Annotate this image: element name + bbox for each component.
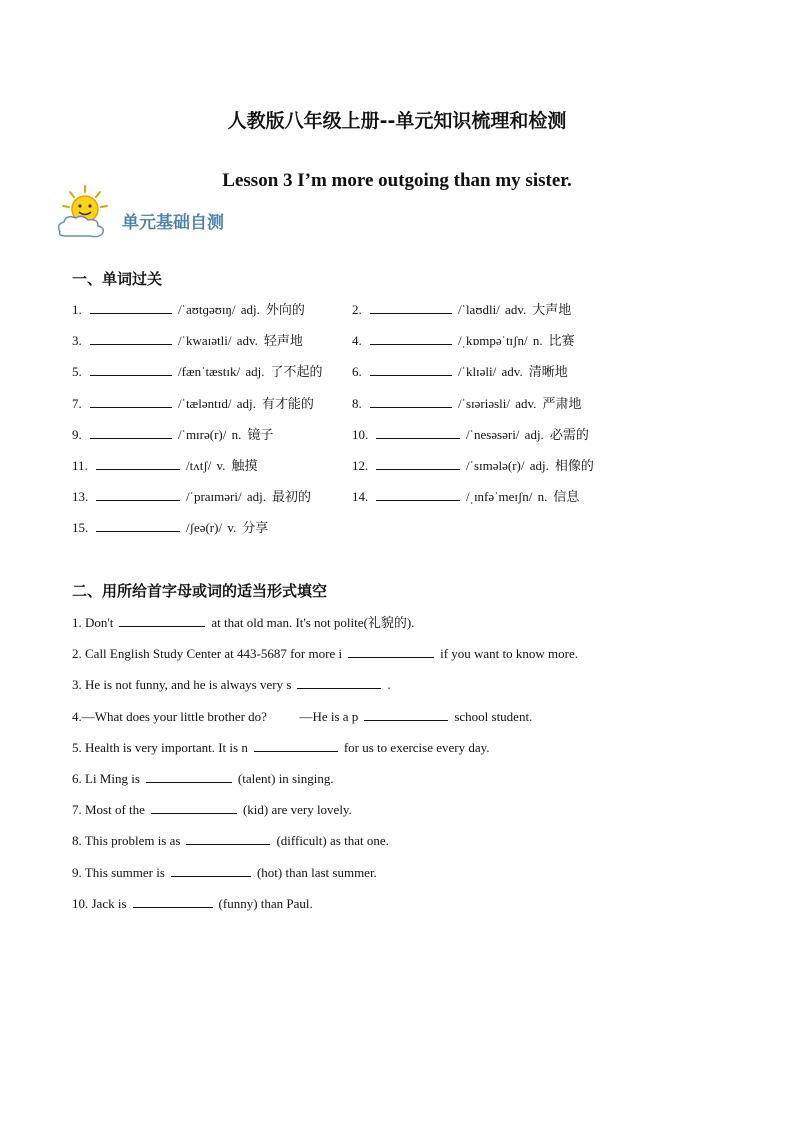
answer-blank[interactable] (133, 893, 213, 908)
sentence-before: 5. Health is very important. It is n (72, 739, 248, 755)
item-number: 13. (72, 489, 89, 505)
phonetic: /ˈtæləntɪd/ (178, 395, 232, 411)
vocab-item (72, 517, 268, 537)
answer-blank[interactable] (370, 393, 452, 408)
phonetic: /tʌtʃ/ (186, 458, 212, 473)
vocab-item (72, 299, 305, 319)
item-number: 4. (352, 333, 362, 349)
answer-blank[interactable] (90, 299, 172, 314)
phonetic: /ˈklɪəli/ (458, 364, 497, 380)
meaning: 信息 (553, 490, 580, 506)
vocab-item (352, 299, 571, 319)
vocab-item (352, 424, 589, 444)
vocab-item (352, 330, 575, 350)
answer-blank[interactable] (376, 486, 460, 501)
phonetic: /ˈnesəsəri/ (466, 426, 520, 442)
answer-blank[interactable] (90, 330, 172, 345)
sentence-before: 4.—What does your little brother do? —He is a p (72, 708, 359, 724)
phonetic: /ˈsɪmələ(r)/ (466, 458, 525, 473)
sentence-before: 8. This problem is as (72, 833, 181, 849)
phonetic: /fænˈtæstɪk/ (178, 364, 241, 380)
item-number: 9. (72, 426, 82, 442)
answer-blank[interactable] (376, 455, 460, 470)
page-title: 人教版八年级上册--单元知识梳理和检测 (227, 110, 567, 132)
meaning: 严肃地 (542, 396, 582, 412)
item-number: 1. (72, 302, 82, 317)
answer-blank[interactable] (348, 643, 434, 658)
section1-heading: 一、单词过关 (72, 270, 163, 288)
answer-blank[interactable] (146, 768, 232, 783)
part-of-speech: adj. (524, 426, 544, 442)
answer-blank[interactable] (376, 424, 460, 439)
part-of-speech: adv. (236, 333, 258, 349)
fill-blank-item (72, 768, 334, 788)
sentence-after: at that old man. It's not polite(礼貌的). (211, 615, 415, 630)
vocab-item (352, 455, 594, 475)
phonetic: /ˌkɒmpəˈtɪʃn/ (458, 333, 528, 349)
meaning: 相像的 (554, 459, 594, 474)
part-of-speech: v. (227, 520, 237, 536)
answer-blank[interactable] (96, 486, 180, 501)
answer-blank[interactable] (364, 706, 448, 721)
part-of-speech: adv. (501, 364, 523, 380)
part-of-speech: n. (537, 489, 548, 505)
answer-blank[interactable] (186, 830, 270, 845)
item-number: 8. (352, 395, 362, 411)
sentence-before: 10. Jack is (72, 895, 127, 911)
part-of-speech: adj. (529, 458, 549, 473)
sentence-after: for us to exercise every day. (343, 739, 490, 755)
lesson-title: Lesson 3 I’m more outgoing than my sister. (222, 170, 572, 191)
part-of-speech: adv. (505, 302, 527, 317)
vocab-item (352, 393, 581, 413)
sentence-after: (funny) than Paul. (218, 895, 313, 911)
meaning: 大声地 (532, 303, 572, 318)
answer-blank[interactable] (90, 424, 172, 439)
fill-blank-item (72, 799, 352, 819)
part-of-speech: adj. (236, 395, 256, 411)
phonetic: /ˈmɪrə(r)/ (178, 426, 227, 442)
item-number: 3. (72, 333, 82, 349)
fill-blank-item (72, 862, 377, 882)
meaning: 必需的 (549, 427, 589, 443)
sentence-after: (difficult) as that one. (276, 833, 389, 849)
sun-cloud-icon (54, 184, 110, 240)
item-number: 2. (352, 302, 362, 317)
item-number: 11. (72, 458, 88, 473)
part-of-speech: n. (532, 333, 543, 349)
vocab-item (72, 361, 323, 381)
item-number: 10. (352, 426, 369, 442)
vocab-item (72, 455, 257, 475)
meaning: 最初的 (271, 490, 311, 506)
item-number: 5. (72, 364, 82, 380)
part-of-speech: adv. (515, 395, 537, 411)
answer-blank[interactable] (96, 517, 180, 532)
phonetic: /ˈaʊtɡəʊɪŋ/ (178, 302, 236, 317)
answer-blank[interactable] (254, 737, 338, 752)
sentence-after: (kid) are very lovely. (242, 802, 352, 818)
answer-blank[interactable] (370, 361, 452, 376)
part-of-speech: adj. (245, 364, 265, 380)
meaning: 触摸 (231, 459, 258, 474)
section-banner: 单元基础自测 (122, 213, 224, 233)
vocab-item (72, 330, 303, 350)
fill-blank-item (72, 612, 414, 632)
meaning: 了不起的 (270, 365, 323, 381)
fill-blank-item (72, 893, 313, 913)
item-number: 15. (72, 520, 89, 536)
sentence-before: 9. This summer is (72, 864, 165, 880)
sentence-before: 6. Li Ming is (72, 771, 140, 786)
sentence-after: school student. (454, 708, 533, 724)
part-of-speech: v. (216, 458, 226, 473)
vocab-item (352, 486, 579, 506)
sentence-after: if you want to know more. (440, 646, 578, 662)
phonetic: /ˈlaʊdli/ (458, 302, 500, 317)
meaning: 镜子 (247, 427, 274, 443)
meaning: 分享 (242, 521, 269, 537)
phonetic: /ˈkwaɪətli/ (178, 333, 232, 349)
answer-blank[interactable] (90, 393, 172, 408)
sentence-before: 2. Call English Study Center at 443-5687 for more i (72, 646, 343, 662)
meaning: 有才能的 (261, 396, 314, 412)
answer-blank[interactable] (90, 361, 172, 376)
item-number: 14. (352, 489, 369, 505)
vocab-item (72, 424, 273, 444)
vocab-item (72, 393, 314, 413)
sentence-after: . (387, 677, 391, 693)
phonetic: /ˌɪnfəˈmeɪʃn/ (466, 489, 533, 505)
answer-blank[interactable] (297, 674, 381, 689)
vocab-item (72, 486, 311, 506)
answer-blank[interactable] (119, 612, 205, 627)
meaning: 比赛 (548, 334, 575, 350)
answer-blank[interactable] (370, 299, 452, 314)
part-of-speech: n. (231, 426, 242, 442)
sentence-after: (hot) than last summer. (256, 864, 377, 880)
item-number: 12. (352, 458, 369, 473)
fill-blank-item (72, 830, 389, 850)
fill-blank-item (72, 737, 490, 757)
part-of-speech: adj. (240, 302, 260, 317)
answer-blank[interactable] (151, 799, 237, 814)
sentence-before: 3. He is not funny, and he is always very s (72, 677, 292, 693)
sentence-after: (talent) in singing. (237, 771, 334, 786)
answer-blank[interactable] (370, 330, 452, 345)
sentence-before: 1. Don't (72, 615, 114, 630)
item-number: 7. (72, 395, 82, 411)
vocab-item (352, 361, 568, 381)
meaning: 轻声地 (263, 334, 303, 350)
meaning: 外向的 (265, 303, 305, 318)
phonetic: /ˈsɪəriəsli/ (458, 395, 510, 411)
fill-blank-item (72, 674, 391, 694)
sentence-before: 7. Most of the (72, 802, 145, 818)
item-number: 6. (352, 364, 362, 380)
answer-blank[interactable] (96, 455, 180, 470)
section2-heading: 二、用所给首字母或词的适当形式填空 (72, 582, 328, 600)
part-of-speech: adj. (246, 489, 266, 505)
phonetic: /ˈpraɪməri/ (186, 489, 242, 505)
phonetic: /ʃeə(r)/ (186, 520, 223, 536)
fill-blank-item (72, 706, 532, 726)
fill-blank-item (72, 643, 578, 663)
answer-blank[interactable] (171, 862, 251, 877)
meaning: 清晰地 (528, 365, 568, 381)
